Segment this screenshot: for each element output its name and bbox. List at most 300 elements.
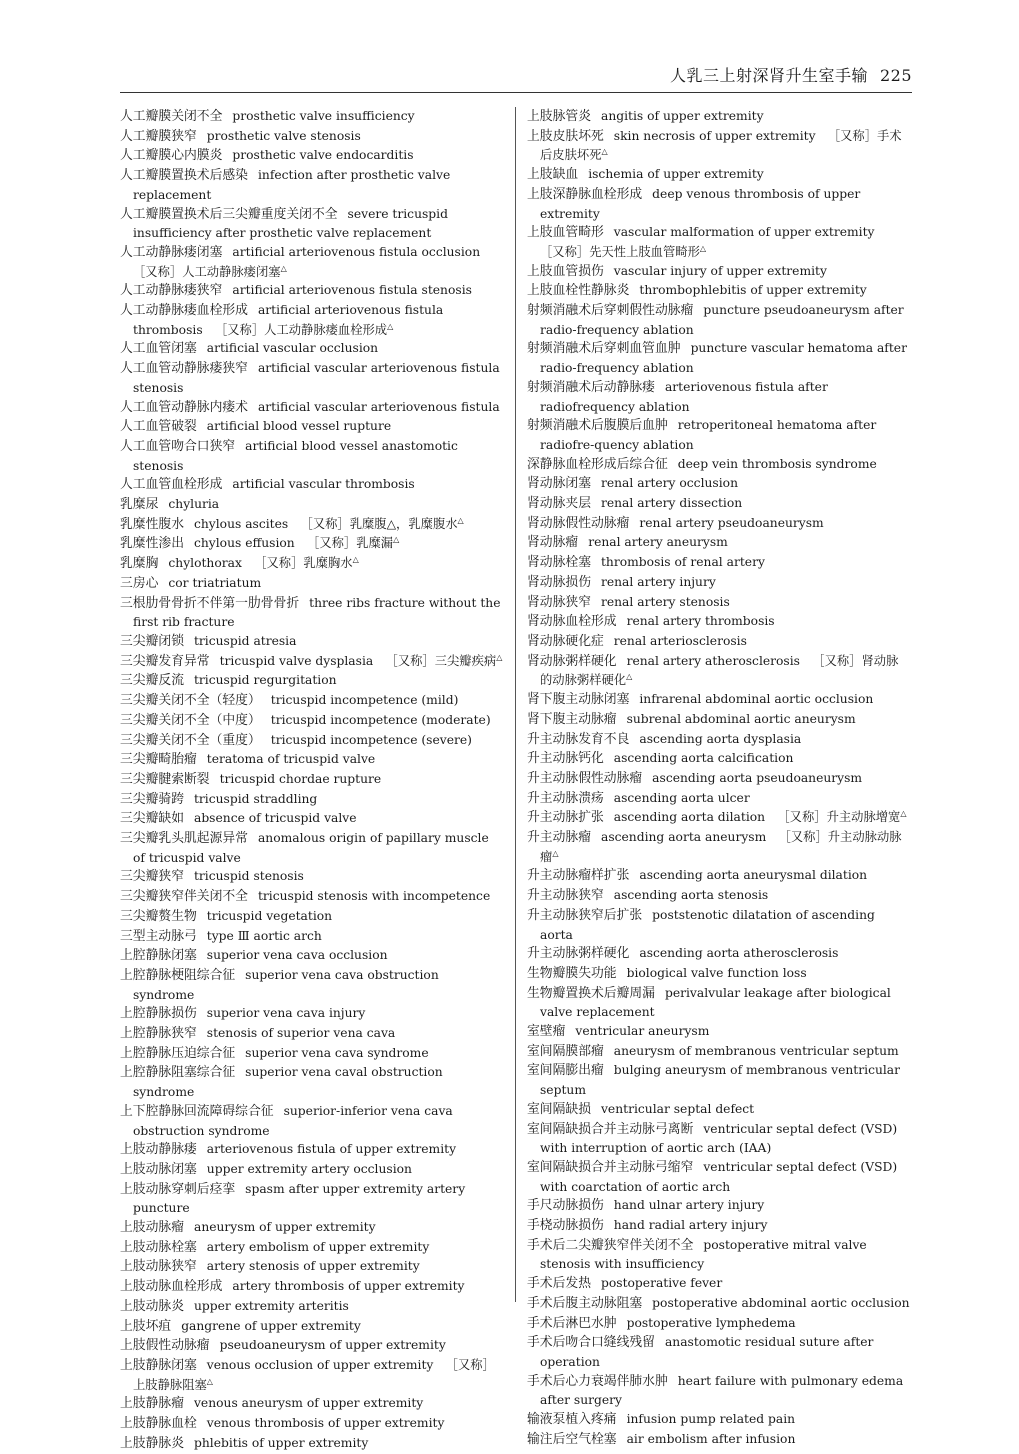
entry-english-term: chylous ascites bbox=[193, 516, 289, 531]
entry-english-term: hand radial artery injury bbox=[613, 1218, 768, 1233]
glossary-entry bbox=[120, 437, 503, 475]
glossary-entry bbox=[120, 205, 503, 243]
entry-english-term: artery stenosis of upper extremity bbox=[206, 1259, 420, 1274]
entry-alias: ［又称］升主动脉动脉瘤 bbox=[540, 830, 902, 864]
entry-chinese-term: 输液泵植入疼痛 bbox=[527, 1412, 617, 1428]
glossary-entry bbox=[120, 790, 503, 810]
entry-alias: ［又称］乳糜胸水 bbox=[254, 556, 353, 571]
glossary-entry bbox=[120, 146, 503, 166]
entry-english-term: biological valve function loss bbox=[626, 965, 807, 980]
glossary-entry bbox=[120, 127, 503, 147]
entry-english-term: aneurysm of upper extremity bbox=[193, 1220, 376, 1235]
entry-chinese-term: 生物瓣膜失功能 bbox=[527, 965, 617, 981]
entry-english-term: subrenal abdominal aortic aneurysm bbox=[626, 711, 856, 726]
entry-english-term: artificial arteriovenous fistula occlusion bbox=[232, 244, 481, 259]
entry-mark: △ bbox=[900, 809, 907, 819]
entry-chinese-term: 乳糜性渗出 bbox=[120, 536, 184, 552]
entry-english-term: superior vena cava obstruction syndrome bbox=[133, 967, 439, 1002]
entry-english-term: infusion pump related pain bbox=[626, 1412, 796, 1427]
entry-chinese-term: 深静脉血栓形成后综合征 bbox=[527, 456, 668, 472]
glossary-entry bbox=[527, 1294, 910, 1314]
glossary-entry bbox=[120, 534, 503, 554]
entry-english-term: cor triatriatum bbox=[168, 575, 262, 590]
glossary-entry bbox=[527, 416, 910, 454]
glossary-entry bbox=[527, 474, 910, 494]
glossary-entry bbox=[527, 455, 910, 475]
entry-english-term: ascending aorta dysplasia bbox=[639, 731, 802, 746]
entry-english-term: ventricular septal defect (VSD) with coarctation of aortic arch bbox=[540, 1159, 898, 1194]
glossary-entry bbox=[527, 185, 910, 223]
entry-english-term: aneurysm of membranous ventricular septum bbox=[613, 1043, 899, 1058]
glossary-entry bbox=[120, 1160, 503, 1180]
entry-chinese-term: 人工血管动静脉内瘘术 bbox=[120, 399, 248, 415]
entry-english-term: renal artery occlusion bbox=[600, 476, 738, 491]
glossary-entry bbox=[527, 1158, 910, 1196]
entry-chinese-term: 手尺动脉损伤 bbox=[527, 1198, 604, 1214]
entry-chinese-term: 上肢静脉瘤 bbox=[120, 1396, 184, 1412]
entry-english-term: artificial blood vessel rupture bbox=[206, 419, 392, 434]
entry-english-term: type Ⅲ aortic arch bbox=[206, 928, 322, 943]
entry-chinese-term: 室间隔缺损 bbox=[527, 1101, 591, 1117]
entry-chinese-term: 三房心 bbox=[120, 575, 159, 591]
glossary-entry bbox=[120, 946, 503, 966]
entry-chinese-term: 肾动脉闭塞 bbox=[527, 476, 591, 492]
entry-chinese-term: 肾动脉粥样硬化 bbox=[527, 653, 617, 669]
entry-mark: △ bbox=[280, 263, 287, 273]
glossary-entry bbox=[120, 1356, 503, 1394]
glossary-entry bbox=[120, 829, 503, 867]
entry-chinese-term: 手术后吻合口缝线残留 bbox=[527, 1335, 655, 1351]
entry-chinese-term: 上肢深静脉血栓形成 bbox=[527, 186, 643, 202]
glossary-entry bbox=[527, 1022, 910, 1042]
entry-chinese-term: 乳糜胸 bbox=[120, 556, 159, 572]
entry-english-term: tricuspid regurgitation bbox=[193, 673, 337, 688]
entry-english-term: ascending aorta aneurysm bbox=[600, 830, 767, 845]
glossary-entry bbox=[120, 966, 503, 1004]
glossary-entry bbox=[120, 1180, 503, 1218]
entry-english-term: absence of tricuspid valve bbox=[193, 811, 357, 826]
running-title: 人乳三上射深肾升生室手输 bbox=[669, 66, 868, 85]
entry-english-term: upper extremity arteritis bbox=[193, 1298, 349, 1313]
entry-mark: △ bbox=[352, 555, 359, 565]
entry-english-term: tricuspid chordae rupture bbox=[219, 771, 382, 786]
entry-alias: ［又称］手术后皮肤坏死 bbox=[540, 128, 902, 163]
entry-chinese-term: 乳糜尿 bbox=[120, 497, 159, 513]
entry-alias: ［又称］乳糜漏 bbox=[307, 536, 394, 551]
glossary-entry bbox=[527, 1430, 910, 1450]
entry-english-term: stenosis of superior vena cava bbox=[206, 1026, 396, 1041]
entry-english-term: postoperative mitral valve stenosis with insufficiency bbox=[540, 1237, 867, 1272]
entry-english-term: ascending aorta stenosis bbox=[613, 888, 769, 903]
entry-chinese-term: 升主动脉瘤 bbox=[527, 830, 591, 846]
entry-chinese-term: 升主动脉扩张 bbox=[527, 810, 604, 826]
entry-mark: △ bbox=[393, 535, 400, 545]
entry-english-term: ischemia of upper extremity bbox=[588, 167, 764, 182]
glossary-entry bbox=[527, 593, 910, 613]
glossary-entry bbox=[120, 1218, 503, 1238]
entry-english-term: severe tricuspid insufficiency after prosthetic valve replacement bbox=[133, 206, 448, 241]
entry-english-term: ventricular aneurysm bbox=[575, 1024, 710, 1039]
entry-chinese-term: 上肢假性动脉瘤 bbox=[120, 1338, 210, 1354]
entry-chinese-term: 射频消融术后穿刺假性动脉瘤 bbox=[527, 303, 694, 319]
glossary-entry bbox=[527, 808, 910, 828]
glossary-entry bbox=[527, 964, 910, 984]
glossary-entry bbox=[120, 887, 503, 907]
right-column bbox=[527, 107, 910, 1450]
glossary-entry bbox=[527, 223, 910, 261]
glossary-entry bbox=[527, 1372, 910, 1410]
glossary-entry bbox=[527, 1061, 910, 1099]
glossary-entry bbox=[120, 515, 503, 535]
entry-english-term: thrombosis of renal artery bbox=[600, 555, 765, 570]
entry-english-term: renal artery injury bbox=[600, 574, 716, 589]
entry-english-term: ascending aorta aneurysmal dilation bbox=[639, 868, 868, 883]
glossary-entry bbox=[120, 107, 503, 127]
glossary-entry bbox=[120, 398, 503, 418]
entry-english-term: superior vena cava occlusion bbox=[206, 948, 388, 963]
entry-chinese-term: 上肢动脉穿刺后痉挛 bbox=[120, 1181, 236, 1197]
glossary-entry bbox=[527, 1100, 910, 1120]
entry-english-term: retroperitoneal hematoma after radiofre-quency ablation bbox=[540, 418, 877, 452]
entry-english-term: ascending aorta pseudoaneurysm bbox=[652, 770, 863, 785]
entry-chinese-term: 上肢血管损伤 bbox=[527, 263, 604, 279]
entry-chinese-term: 人工血管血栓形成 bbox=[120, 477, 223, 493]
glossary-entry bbox=[120, 691, 503, 711]
entry-chinese-term: 乳糜性腹水 bbox=[120, 516, 184, 532]
entry-chinese-term: 射频消融术后腹膜后血肿 bbox=[527, 418, 668, 434]
page-header bbox=[120, 62, 912, 90]
entry-chinese-term: 三尖瓣缺如 bbox=[120, 811, 184, 827]
entry-chinese-term: 三尖瓣关闭不全（重度） bbox=[120, 732, 261, 748]
glossary-entry bbox=[527, 866, 910, 886]
entry-chinese-term: 上腔静脉闭塞 bbox=[120, 948, 197, 964]
entry-english-term: renal artery stenosis bbox=[600, 594, 730, 609]
entry-english-term: arteriovenous fistula of upper extremity bbox=[206, 1142, 457, 1157]
glossary-entry bbox=[527, 1314, 910, 1334]
glossary-entry bbox=[527, 710, 910, 730]
glossary-entry bbox=[527, 828, 910, 866]
entry-chinese-term: 室壁瘤 bbox=[527, 1024, 566, 1040]
entry-english-term: prosthetic valve stenosis bbox=[206, 128, 361, 143]
entry-chinese-term: 升主动脉瘤样扩张 bbox=[527, 868, 630, 884]
glossary-entry bbox=[120, 243, 503, 281]
entry-english-term: venous thrombosis of upper extremity bbox=[206, 1416, 445, 1431]
entry-chinese-term: 室间隔膜部瘤 bbox=[527, 1043, 604, 1059]
entry-chinese-term: 升主动脉狭窄 bbox=[527, 888, 604, 904]
entry-alias: ［又称］乳糜腹△，乳糜腹水 bbox=[300, 516, 458, 531]
entry-chinese-term: 上肢动脉狭窄 bbox=[120, 1259, 197, 1275]
glossary-entry bbox=[120, 339, 503, 359]
entry-chinese-term: 射频消融术后穿刺血管血肿 bbox=[527, 341, 681, 357]
entry-chinese-term: 室间隔缺损合并主动脉弓缩窄 bbox=[527, 1159, 694, 1175]
entry-alias: ［又称］上肢静脉阻塞 bbox=[133, 1358, 495, 1392]
entry-english-term: prosthetic valve insufficiency bbox=[232, 109, 415, 123]
entry-chinese-term: 室间隔膨出瘤 bbox=[527, 1063, 604, 1079]
entry-chinese-term: 肾动脉硬化症 bbox=[527, 633, 604, 649]
glossary-entry bbox=[120, 809, 503, 829]
glossary-entry bbox=[527, 281, 910, 301]
entry-chinese-term: 升主动脉发育不良 bbox=[527, 731, 630, 747]
glossary-entry bbox=[527, 1236, 910, 1274]
entry-english-term: chyluria bbox=[168, 497, 220, 512]
glossary-entry bbox=[120, 1238, 503, 1258]
glossary-entry bbox=[120, 417, 503, 437]
glossary-entry bbox=[120, 1434, 503, 1454]
glossary-entry bbox=[120, 1004, 503, 1024]
entry-chinese-term: 上腔静脉压迫综合征 bbox=[120, 1045, 236, 1061]
entry-chinese-term: 升主动脉假性动脉瘤 bbox=[527, 770, 643, 786]
entry-chinese-term: 人工血管闭塞 bbox=[120, 341, 197, 357]
glossary-entry bbox=[120, 1317, 503, 1337]
glossary-entry bbox=[120, 475, 503, 495]
glossary-entry bbox=[120, 359, 503, 397]
entry-english-term: phlebitis of upper extremity bbox=[193, 1435, 369, 1450]
entry-english-term: artery embolism of upper extremity bbox=[206, 1239, 430, 1254]
entry-chinese-term: 上肢血管畸形 bbox=[527, 225, 604, 241]
entry-english-term: teratoma of tricuspid valve bbox=[206, 752, 376, 767]
entry-chinese-term: 人工动静脉瘘闭塞 bbox=[120, 244, 223, 260]
entry-english-term: deep venous thrombosis of upper extremity bbox=[540, 186, 861, 221]
glossary-entry bbox=[527, 1120, 910, 1158]
glossary-entry bbox=[527, 690, 910, 710]
entry-chinese-term: 上肢皮肤坏死 bbox=[527, 128, 604, 144]
entry-chinese-term: 上肢缺血 bbox=[527, 167, 579, 183]
header-rule bbox=[120, 92, 912, 93]
entry-english-term: ascending aorta dilation bbox=[613, 810, 766, 825]
column-divider bbox=[515, 107, 516, 1302]
entry-chinese-term: 三尖瓣关闭不全（中度） bbox=[120, 712, 261, 728]
glossary-entry bbox=[120, 867, 503, 887]
entry-chinese-term: 手术后淋巴水肿 bbox=[527, 1315, 617, 1331]
entry-chinese-term: 手术后心力衰竭伴肺水肿 bbox=[527, 1373, 668, 1389]
entry-chinese-term: 生物瓣置换术后瓣周漏 bbox=[527, 985, 655, 1001]
entry-chinese-term: 手术后腹主动脉阻塞 bbox=[527, 1295, 643, 1311]
entry-alias: ［又称］肾动脉的动脉粥样硬化 bbox=[540, 653, 899, 688]
glossary-entry bbox=[120, 1063, 503, 1101]
entry-english-term: puncture pseudoaneurysm after radio-frequency ablation bbox=[540, 303, 904, 337]
entry-alias: ［又称］人工动静脉瘘闭塞 bbox=[133, 264, 281, 279]
glossary-entry bbox=[527, 1410, 910, 1430]
entry-english-term: tricuspid straddling bbox=[193, 791, 318, 806]
glossary-entry bbox=[527, 533, 910, 553]
entry-chinese-term: 肾动脉狭窄 bbox=[527, 594, 591, 610]
entry-english-term: perivalvular leakage after biological valve replacement bbox=[540, 985, 891, 1020]
glossary-entry bbox=[120, 554, 503, 574]
entry-english-term: thrombophlebitis of upper extremity bbox=[639, 283, 867, 298]
entry-mark: △ bbox=[387, 321, 394, 331]
glossary-entry bbox=[527, 553, 910, 573]
entry-mark: △ bbox=[601, 147, 608, 157]
glossary-entry bbox=[120, 1414, 503, 1434]
glossary-entry bbox=[527, 886, 910, 906]
entry-chinese-term: 人工瓣膜狭窄 bbox=[120, 128, 197, 144]
entry-chinese-term: 肾动脉瘤 bbox=[527, 535, 579, 551]
glossary-entry bbox=[527, 301, 910, 339]
glossary-entry bbox=[120, 594, 503, 632]
entry-chinese-term: 三尖瓣关闭不全（轻度） bbox=[120, 693, 261, 709]
entry-english-term: ascending aorta ulcer bbox=[613, 790, 750, 805]
glossary-entry bbox=[120, 770, 503, 790]
entry-english-term: bulging aneurysm of membranous ventricular septum bbox=[540, 1063, 901, 1098]
entry-english-term: artificial vascular thrombosis bbox=[232, 477, 415, 492]
glossary-entry bbox=[120, 671, 503, 691]
entry-english-term: vascular malformation of upper extremity bbox=[613, 225, 875, 240]
entry-english-term: deep vein thrombosis syndrome bbox=[677, 456, 877, 471]
entry-english-term: tricuspid stenosis bbox=[193, 869, 304, 884]
entry-english-term: tricuspid stenosis with incompetence bbox=[257, 889, 491, 904]
entry-chinese-term: 三尖瓣畸胎瘤 bbox=[120, 752, 197, 768]
entry-chinese-term: 肾动脉栓塞 bbox=[527, 555, 591, 571]
entry-english-term: poststenotic dilatation of ascending aorta bbox=[540, 907, 875, 942]
glossary-entry bbox=[120, 1024, 503, 1044]
glossary-entry bbox=[527, 769, 910, 789]
entry-english-term: postoperative abdominal aortic occlusion bbox=[652, 1295, 910, 1310]
entry-chinese-term: 人工瓣膜关闭不全 bbox=[120, 109, 223, 124]
entry-chinese-term: 三尖瓣乳头肌起源异常 bbox=[120, 831, 248, 847]
entry-english-term: artificial arteriovenous fistula thrombosis bbox=[133, 303, 444, 337]
entry-chinese-term: 肾动脉假性动脉瘤 bbox=[527, 515, 630, 531]
page-number: 225 bbox=[879, 66, 912, 85]
glossary-entry bbox=[527, 944, 910, 964]
left-column bbox=[120, 107, 503, 1454]
entry-chinese-term: 三尖瓣赘生物 bbox=[120, 908, 197, 924]
entry-chinese-term: 手术后发热 bbox=[527, 1276, 591, 1292]
entry-mark: △ bbox=[496, 652, 503, 662]
entry-english-term: hand ulnar artery injury bbox=[613, 1198, 765, 1213]
entry-english-term: superior-inferior vena cava obstruction syndrome bbox=[133, 1103, 453, 1138]
entry-chinese-term: 三型主动脉弓 bbox=[120, 928, 197, 944]
entry-english-term: chylous effusion bbox=[193, 536, 295, 551]
entry-english-term: renal artery thrombosis bbox=[626, 614, 775, 629]
entry-chinese-term: 手术后二尖瓣狭窄伴关闭不全 bbox=[527, 1237, 694, 1253]
entry-alias: ［又称］人工动静脉瘘血栓形成 bbox=[214, 322, 388, 337]
entry-chinese-term: 三尖瓣反流 bbox=[120, 673, 184, 689]
entry-english-term: anastomotic residual suture after operation bbox=[540, 1335, 874, 1369]
entry-chinese-term: 三根肋骨骨折不伴第一肋骨骨折 bbox=[120, 595, 300, 611]
entry-chinese-term: 上肢脉管炎 bbox=[527, 109, 591, 124]
entry-chinese-term: 上肢动脉栓塞 bbox=[120, 1239, 197, 1255]
entry-chinese-term: 上肢血栓性静脉炎 bbox=[527, 283, 630, 299]
glossary-entry bbox=[527, 514, 910, 534]
glossary-entry bbox=[527, 984, 910, 1022]
glossary-entry bbox=[120, 301, 503, 339]
entry-english-term: tricuspid atresia bbox=[193, 633, 297, 648]
entry-mark: △ bbox=[457, 515, 464, 525]
entry-english-term: pseudoaneurysm of upper extremity bbox=[219, 1338, 446, 1353]
entry-alias: ［又称］先天性上肢血管畸形 bbox=[540, 244, 700, 259]
entry-chinese-term: 上下腔静脉回流障碍综合征 bbox=[120, 1103, 274, 1119]
entry-chinese-term: 上肢静脉血栓 bbox=[120, 1416, 197, 1432]
entry-chinese-term: 升主动脉溃疡 bbox=[527, 790, 604, 806]
glossary-entry bbox=[120, 281, 503, 301]
entry-english-term: tricuspid incompetence (severe) bbox=[270, 732, 472, 747]
glossary-entry bbox=[527, 730, 910, 750]
entry-chinese-term: 上肢动脉炎 bbox=[120, 1298, 184, 1314]
entry-english-term: superior vena cava injury bbox=[206, 1006, 366, 1021]
glossary-entry bbox=[120, 1140, 503, 1160]
entry-english-term: renal artery atherosclerosis bbox=[626, 653, 800, 668]
entry-chinese-term: 三尖瓣发育异常 bbox=[120, 653, 210, 669]
entry-english-term: ventricular septal defect bbox=[600, 1101, 755, 1116]
entry-chinese-term: 人工血管破裂 bbox=[120, 419, 197, 435]
entry-chinese-term: 人工血管动静脉瘘狭窄 bbox=[120, 361, 248, 377]
entry-alias: ［又称］升主动脉增宽 bbox=[777, 810, 901, 825]
entry-mark: △ bbox=[699, 243, 707, 253]
entry-chinese-term: 三尖瓣闭锁 bbox=[120, 633, 184, 649]
entry-chinese-term: 上肢动脉瘤 bbox=[120, 1220, 184, 1236]
entry-english-term: renal artery pseudoaneurysm bbox=[639, 515, 824, 530]
entry-chinese-term: 升主动脉狭窄后扩张 bbox=[527, 907, 643, 923]
entry-english-term: postoperative lymphedema bbox=[626, 1315, 796, 1330]
entry-english-term: tricuspid vegetation bbox=[206, 908, 333, 923]
entry-english-term: artificial arteriovenous fistula stenosis bbox=[232, 283, 472, 298]
glossary-entry bbox=[527, 632, 910, 652]
entry-chinese-term: 上腔静脉损伤 bbox=[120, 1006, 197, 1022]
glossary-entry bbox=[527, 1333, 910, 1371]
entry-english-term: puncture vascular hematoma after radio-frequency ablation bbox=[540, 341, 907, 376]
entry-english-term: spasm after upper extremity artery puncture bbox=[133, 1181, 466, 1216]
entry-chinese-term: 人工动静脉瘘血栓形成 bbox=[120, 303, 248, 319]
entry-english-term: renal arteriosclerosis bbox=[613, 633, 747, 648]
entry-chinese-term: 肾下腹主动脉瘤 bbox=[527, 711, 617, 727]
entry-chinese-term: 上腔静脉梗阻综合征 bbox=[120, 967, 236, 983]
entry-english-term: artificial vascular occlusion bbox=[206, 341, 379, 356]
entry-chinese-term: 输注后空气栓塞 bbox=[527, 1431, 617, 1447]
entry-chinese-term: 三尖瓣狭窄 bbox=[120, 869, 184, 885]
glossary-entry bbox=[120, 166, 503, 204]
entry-english-term: three ribs fracture without the first rib fracture bbox=[133, 595, 501, 630]
entry-english-term: upper extremity artery occlusion bbox=[206, 1161, 412, 1176]
entry-chinese-term: 手桡动脉损伤 bbox=[527, 1218, 604, 1234]
entry-english-term: ascending aorta calcification bbox=[613, 751, 794, 766]
entry-chinese-term: 射频消融术后动静脉瘘 bbox=[527, 379, 655, 395]
glossary-entry bbox=[120, 1297, 503, 1317]
glossary-entry bbox=[527, 262, 910, 282]
entry-english-term: skin necrosis of upper extremity bbox=[613, 128, 816, 143]
entry-english-term: gangrene of upper extremity bbox=[181, 1318, 361, 1333]
glossary-entry bbox=[120, 652, 503, 672]
entry-english-term: venous aneurysm of upper extremity bbox=[193, 1396, 424, 1411]
glossary-entry bbox=[120, 711, 503, 731]
glossary-entry bbox=[527, 1042, 910, 1062]
entry-chinese-term: 三尖瓣腱索断裂 bbox=[120, 771, 210, 787]
glossary-entry bbox=[120, 1336, 503, 1356]
glossary-entry bbox=[527, 749, 910, 769]
entry-english-term: vascular injury of upper extremity bbox=[613, 263, 827, 278]
entry-chinese-term: 上肢静脉炎 bbox=[120, 1435, 184, 1451]
glossary-entry bbox=[527, 339, 910, 377]
entry-chinese-term: 上肢动静脉瘘 bbox=[120, 1142, 197, 1158]
entry-chinese-term: 人工血管吻合口狭窄 bbox=[120, 438, 236, 454]
glossary-entry bbox=[527, 127, 910, 165]
entry-chinese-term: 人工瓣膜置换术后三尖瓣重度关闭不全 bbox=[120, 206, 338, 222]
entry-english-term: angitis of upper extremity bbox=[600, 109, 764, 123]
glossary-entry bbox=[527, 494, 910, 514]
entry-alias: ［又称］三尖瓣疾病 bbox=[385, 653, 497, 668]
entry-mark: △ bbox=[552, 848, 559, 858]
entry-english-term: heart failure with pulmonary edema after surgery bbox=[540, 1373, 904, 1408]
glossary-entry bbox=[120, 1394, 503, 1414]
entry-english-term: ascending aorta atherosclerosis bbox=[639, 946, 839, 961]
entry-english-term: arteriovenous fistula after radiofrequency ablation bbox=[540, 379, 828, 414]
entry-english-term: superior vena caval obstruction syndrome bbox=[133, 1065, 443, 1100]
glossary-entry bbox=[527, 652, 910, 690]
entry-english-term: artificial vascular arteriovenous fistula bbox=[257, 399, 500, 414]
entry-english-term: artificial vascular arteriovenous fistula stenosis bbox=[133, 361, 500, 395]
entry-english-term: tricuspid incompetence (moderate) bbox=[270, 712, 491, 727]
glossary-entry bbox=[527, 165, 910, 185]
glossary-entry bbox=[527, 789, 910, 809]
